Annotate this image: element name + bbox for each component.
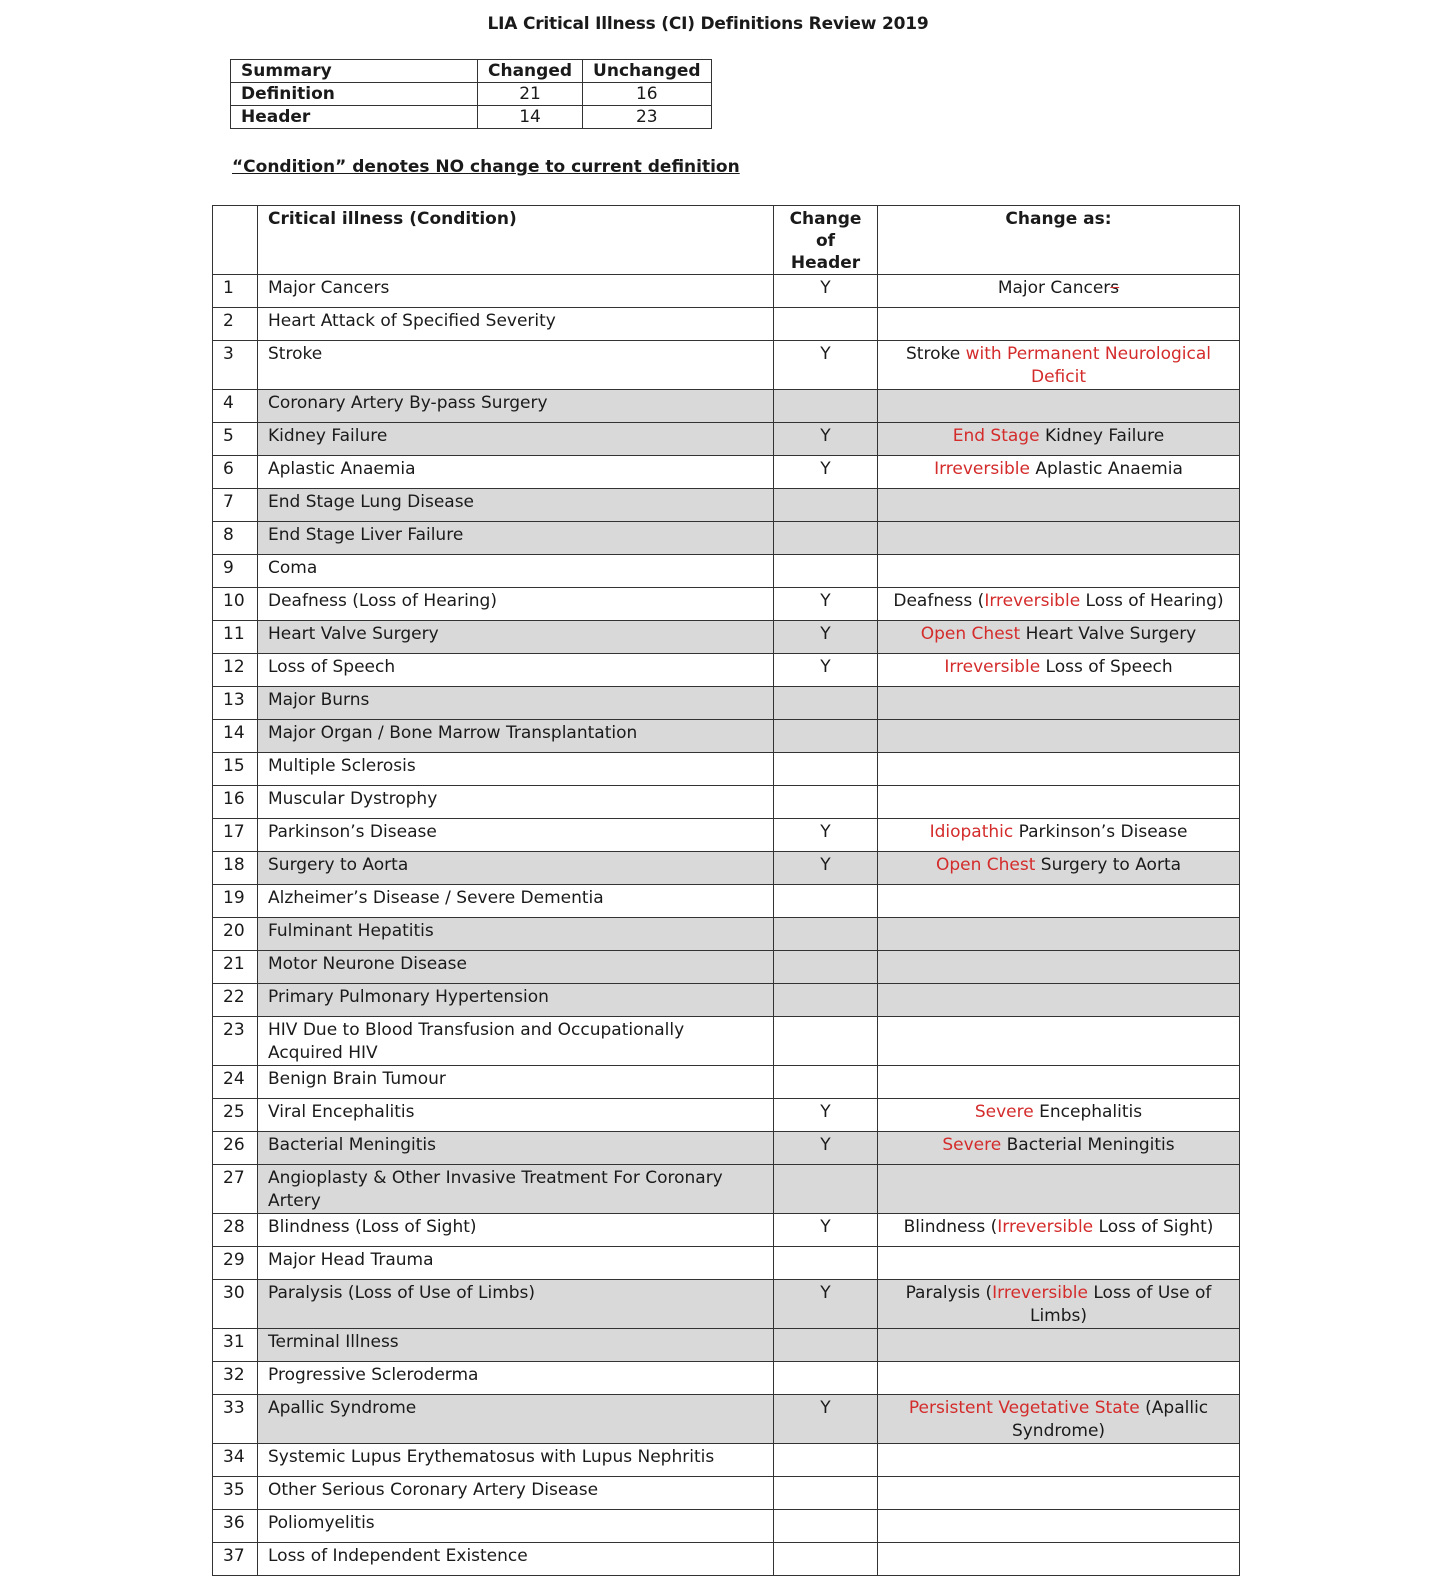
- summary-changed-value: 14: [478, 106, 583, 129]
- row-number: 37: [213, 1543, 258, 1576]
- row-number: 16: [213, 786, 258, 819]
- header-change-of-header: Change of Header: [774, 206, 878, 275]
- row-change-as: [878, 1132, 1240, 1165]
- row-condition: Systemic Lupus Erythematosus with Lupus Nephritis: [258, 1444, 774, 1477]
- row-number: 22: [213, 984, 258, 1017]
- summary-unchanged-value: 16: [583, 83, 712, 106]
- row-change-as: [878, 654, 1240, 687]
- row-condition: Motor Neurone Disease: [258, 951, 774, 984]
- row-change-as: [878, 588, 1240, 621]
- table-row: [213, 753, 1240, 786]
- row-condition: Major Cancers: [258, 275, 774, 308]
- change-as-text: Paralysis (: [905, 1283, 993, 1303]
- row-number: 1: [213, 275, 258, 308]
- row-change-as: [878, 1247, 1240, 1280]
- table-row: [213, 1280, 1240, 1329]
- row-change-flag: [774, 390, 878, 423]
- change-as-text: (Apallic Syndrome): [1011, 1398, 1209, 1441]
- row-condition: Aplastic Anaemia: [258, 456, 774, 489]
- row-condition: Heart Attack of Specified Severity: [258, 308, 774, 341]
- summary-row-definition: [231, 83, 712, 106]
- row-condition: Coronary Artery By-pass Surgery: [258, 390, 774, 423]
- row-change-as: [878, 1214, 1240, 1247]
- change-as-added-text: Irreversible: [992, 1283, 1088, 1303]
- row-condition: Paralysis (Loss of Use of Limbs): [258, 1280, 774, 1329]
- change-as-added-text: Persistent Vegetative State: [908, 1398, 1140, 1418]
- row-number: 20: [213, 918, 258, 951]
- change-as-added-text: Irreversible: [984, 591, 1081, 611]
- row-change-flag: [774, 1329, 878, 1362]
- summary-table: [230, 59, 712, 129]
- row-change-as: [878, 1477, 1240, 1510]
- row-number: 3: [213, 341, 258, 390]
- row-number: 14: [213, 720, 258, 753]
- row-number: 4: [213, 390, 258, 423]
- header-change-as: Change as:: [878, 206, 1240, 275]
- row-change-as: [878, 308, 1240, 341]
- row-change-flag: [774, 1362, 878, 1395]
- summary-header-changed: Changed: [478, 60, 583, 83]
- table-row: [213, 819, 1240, 852]
- row-change-as: [878, 753, 1240, 786]
- row-change-flag: Y: [774, 588, 878, 621]
- table-row: [213, 1510, 1240, 1543]
- row-condition: Loss of Speech: [258, 654, 774, 687]
- change-as-text: Deafness (: [893, 591, 985, 611]
- ci-definitions-table: [212, 205, 1240, 1576]
- table-row: [213, 1362, 1240, 1395]
- table-row: [213, 1132, 1240, 1165]
- row-change-as: [878, 984, 1240, 1017]
- row-change-as: [878, 1017, 1240, 1066]
- row-condition: Bacterial Meningitis: [258, 1132, 774, 1165]
- row-change-as: [878, 1280, 1240, 1329]
- row-number: 5: [213, 423, 258, 456]
- row-change-flag: [774, 555, 878, 588]
- row-change-as: [878, 1395, 1240, 1444]
- row-change-flag: Y: [774, 423, 878, 456]
- table-row: [213, 1543, 1240, 1576]
- change-as-text: Kidney Failure: [1039, 426, 1165, 446]
- summary-row-label: Definition: [231, 83, 478, 106]
- row-condition: Kidney Failure: [258, 423, 774, 456]
- row-number: 9: [213, 555, 258, 588]
- table-row: [213, 1329, 1240, 1362]
- row-change-flag: [774, 1247, 878, 1280]
- change-as-text: Heart Valve Surgery: [1020, 624, 1197, 644]
- row-change-as: [878, 786, 1240, 819]
- row-condition: Major Head Trauma: [258, 1247, 774, 1280]
- row-number: 35: [213, 1477, 258, 1510]
- row-change-flag: Y: [774, 1132, 878, 1165]
- row-number: 30: [213, 1280, 258, 1329]
- change-as-added-text: Irreversible: [997, 1217, 1094, 1237]
- table-row: [213, 1017, 1240, 1066]
- change-as-text: Loss of Use of Limbs): [1029, 1283, 1212, 1326]
- row-change-as: [878, 1543, 1240, 1576]
- row-change-as: [878, 1099, 1240, 1132]
- row-number: 7: [213, 489, 258, 522]
- table-row: [213, 423, 1240, 456]
- row-condition: Viral Encephalitis: [258, 1099, 774, 1132]
- row-condition: Coma: [258, 555, 774, 588]
- change-as-text: Loss of Sight): [1093, 1217, 1214, 1237]
- row-condition: Blindness (Loss of Sight): [258, 1214, 774, 1247]
- row-number: 2: [213, 308, 258, 341]
- row-change-flag: [774, 489, 878, 522]
- row-number: 6: [213, 456, 258, 489]
- table-row: [213, 588, 1240, 621]
- row-condition: Major Organ / Bone Marrow Transplantation: [258, 720, 774, 753]
- row-number: 18: [213, 852, 258, 885]
- row-change-flag: [774, 1017, 878, 1066]
- change-as-text: Loss of Speech: [1040, 657, 1173, 677]
- row-condition: Poliomyelitis: [258, 1510, 774, 1543]
- row-change-flag: [774, 1543, 878, 1576]
- row-condition: Surgery to Aorta: [258, 852, 774, 885]
- row-change-as: [878, 1066, 1240, 1099]
- row-number: 21: [213, 951, 258, 984]
- row-number: 24: [213, 1066, 258, 1099]
- row-change-as: [878, 885, 1240, 918]
- row-change-as: [878, 341, 1240, 390]
- change-as-text: Major Cancer: [997, 278, 1111, 298]
- row-change-as: [878, 1329, 1240, 1362]
- summary-unchanged-value: 23: [583, 106, 712, 129]
- row-change-flag: [774, 1477, 878, 1510]
- row-number: 19: [213, 885, 258, 918]
- change-as-added-text: End Stage: [952, 426, 1040, 446]
- table-row: [213, 786, 1240, 819]
- row-change-flag: [774, 1066, 878, 1099]
- table-row: [213, 1066, 1240, 1099]
- row-change-flag: [774, 720, 878, 753]
- row-change-flag: Y: [774, 456, 878, 489]
- row-number: 33: [213, 1395, 258, 1444]
- table-row: [213, 885, 1240, 918]
- table-row: [213, 555, 1240, 588]
- row-change-as: [878, 687, 1240, 720]
- table-row: [213, 308, 1240, 341]
- row-number: 36: [213, 1510, 258, 1543]
- row-condition: End Stage Liver Failure: [258, 522, 774, 555]
- row-change-as: [878, 555, 1240, 588]
- row-change-as: [878, 621, 1240, 654]
- summary-header-label: Summary: [231, 60, 478, 83]
- row-change-as: [878, 1362, 1240, 1395]
- change-as-added-text: with Permanent Neurological Deficit: [965, 344, 1211, 387]
- row-condition: Multiple Sclerosis: [258, 753, 774, 786]
- table-row: [213, 1395, 1240, 1444]
- row-change-flag: [774, 753, 878, 786]
- row-number: 32: [213, 1362, 258, 1395]
- row-change-flag: Y: [774, 654, 878, 687]
- change-as-text: Blindness (: [903, 1217, 998, 1237]
- row-change-flag: Y: [774, 1214, 878, 1247]
- change-as-added-text: Irreversible: [934, 459, 1030, 479]
- legend-note: “Condition” denotes NO change to current definition: [232, 157, 740, 177]
- row-condition: Loss of Independent Existence: [258, 1543, 774, 1576]
- table-row: [213, 720, 1240, 753]
- row-change-as: [878, 390, 1240, 423]
- change-as-text: Aplastic Anaemia: [1029, 459, 1183, 479]
- change-as-added-text: Severe: [974, 1102, 1034, 1122]
- table-row: [213, 390, 1240, 423]
- table-row: [213, 489, 1240, 522]
- change-as-added-text: Irreversible: [944, 657, 1041, 677]
- row-number: 27: [213, 1165, 258, 1214]
- row-change-flag: [774, 885, 878, 918]
- summary-row-header: [231, 106, 712, 129]
- row-condition: Muscular Dystrophy: [258, 786, 774, 819]
- row-change-as: [878, 423, 1240, 456]
- row-change-flag: [774, 918, 878, 951]
- row-change-flag: [774, 951, 878, 984]
- row-change-as: [878, 1510, 1240, 1543]
- table-row: [213, 1165, 1240, 1214]
- summary-header-unchanged: Unchanged: [583, 60, 712, 83]
- change-as-added-text: Open Chest: [935, 855, 1036, 875]
- header-condition: Critical illness (Condition): [258, 206, 774, 275]
- table-row: [213, 1444, 1240, 1477]
- table-header-row: [213, 206, 1240, 275]
- row-condition: Terminal Illness: [258, 1329, 774, 1362]
- row-change-as: [878, 720, 1240, 753]
- row-change-as: [878, 522, 1240, 555]
- table-row: [213, 1247, 1240, 1280]
- change-as-added-text: Severe: [942, 1135, 1002, 1155]
- change-as-text: Bacterial Meningitis: [1001, 1135, 1175, 1155]
- row-number: 11: [213, 621, 258, 654]
- row-condition: Heart Valve Surgery: [258, 621, 774, 654]
- row-change-flag: [774, 687, 878, 720]
- row-change-flag: Y: [774, 621, 878, 654]
- row-change-as: [878, 852, 1240, 885]
- table-row: [213, 456, 1240, 489]
- row-change-as: [878, 489, 1240, 522]
- row-condition: Benign Brain Tumour: [258, 1066, 774, 1099]
- row-change-flag: [774, 1165, 878, 1214]
- row-number: 28: [213, 1214, 258, 1247]
- row-change-as: [878, 819, 1240, 852]
- row-condition: Alzheimer’s Disease / Severe Dementia: [258, 885, 774, 918]
- row-change-as: [878, 1165, 1240, 1214]
- change-as-removed-text: s: [1110, 278, 1120, 298]
- row-condition: Fulminant Hepatitis: [258, 918, 774, 951]
- change-as-added-text: Open Chest: [920, 624, 1021, 644]
- change-as-text: Encephalitis: [1033, 1102, 1143, 1122]
- row-number: 25: [213, 1099, 258, 1132]
- table-row: [213, 1214, 1240, 1247]
- table-row: [213, 852, 1240, 885]
- row-change-flag: Y: [774, 852, 878, 885]
- row-change-flag: [774, 786, 878, 819]
- row-change-as: [878, 1444, 1240, 1477]
- row-number: 31: [213, 1329, 258, 1362]
- change-as-text: Parkinson’s Disease: [1013, 822, 1188, 842]
- table-row: [213, 654, 1240, 687]
- row-change-flag: Y: [774, 341, 878, 390]
- table-row: [213, 951, 1240, 984]
- row-change-flag: Y: [774, 275, 878, 308]
- row-number: 23: [213, 1017, 258, 1066]
- table-row: [213, 918, 1240, 951]
- row-change-as: [878, 918, 1240, 951]
- row-number: 15: [213, 753, 258, 786]
- row-number: 8: [213, 522, 258, 555]
- table-row: [213, 621, 1240, 654]
- row-change-flag: Y: [774, 819, 878, 852]
- row-condition: Deafness (Loss of Hearing): [258, 588, 774, 621]
- row-condition: End Stage Lung Disease: [258, 489, 774, 522]
- row-number: 10: [213, 588, 258, 621]
- table-row: [213, 984, 1240, 1017]
- row-condition: Progressive Scleroderma: [258, 1362, 774, 1395]
- row-condition: HIV Due to Blood Transfusion and Occupationally Acquired HIV: [258, 1017, 774, 1066]
- row-number: 12: [213, 654, 258, 687]
- row-change-as: [878, 456, 1240, 489]
- row-number: 26: [213, 1132, 258, 1165]
- row-number: 17: [213, 819, 258, 852]
- table-row: [213, 687, 1240, 720]
- change-as-text: Surgery to Aorta: [1035, 855, 1182, 875]
- row-change-as: [878, 275, 1240, 308]
- row-condition: Parkinson’s Disease: [258, 819, 774, 852]
- table-row: [213, 341, 1240, 390]
- row-condition: Major Burns: [258, 687, 774, 720]
- row-change-flag: Y: [774, 1099, 878, 1132]
- change-as-added-text: Idiopathic: [929, 822, 1014, 842]
- summary-row-label: Header: [231, 106, 478, 129]
- row-condition: Apallic Syndrome: [258, 1395, 774, 1444]
- table-row: [213, 522, 1240, 555]
- row-number: 29: [213, 1247, 258, 1280]
- table-row: [213, 1477, 1240, 1510]
- row-number: 13: [213, 687, 258, 720]
- change-as-text: Stroke: [906, 344, 966, 364]
- row-condition: Primary Pulmonary Hypertension: [258, 984, 774, 1017]
- row-condition: Other Serious Coronary Artery Disease: [258, 1477, 774, 1510]
- table-row: [213, 275, 1240, 308]
- header-number: [213, 206, 258, 275]
- change-as-text: Loss of Hearing): [1080, 591, 1224, 611]
- summary-header-row: [231, 60, 712, 83]
- row-change-flag: [774, 522, 878, 555]
- row-change-flag: [774, 308, 878, 341]
- document-title: LIA Critical Illness (CI) Definitions Review 2019: [487, 14, 929, 34]
- row-condition: Stroke: [258, 341, 774, 390]
- row-change-flag: [774, 1510, 878, 1543]
- row-change-as: [878, 951, 1240, 984]
- table-row: [213, 1099, 1240, 1132]
- row-number: 34: [213, 1444, 258, 1477]
- row-change-flag: Y: [774, 1395, 878, 1444]
- row-condition: Angioplasty & Other Invasive Treatment For Coronary Artery: [258, 1165, 774, 1214]
- row-change-flag: [774, 1444, 878, 1477]
- summary-changed-value: 21: [478, 83, 583, 106]
- row-change-flag: Y: [774, 1280, 878, 1329]
- row-change-flag: [774, 984, 878, 1017]
